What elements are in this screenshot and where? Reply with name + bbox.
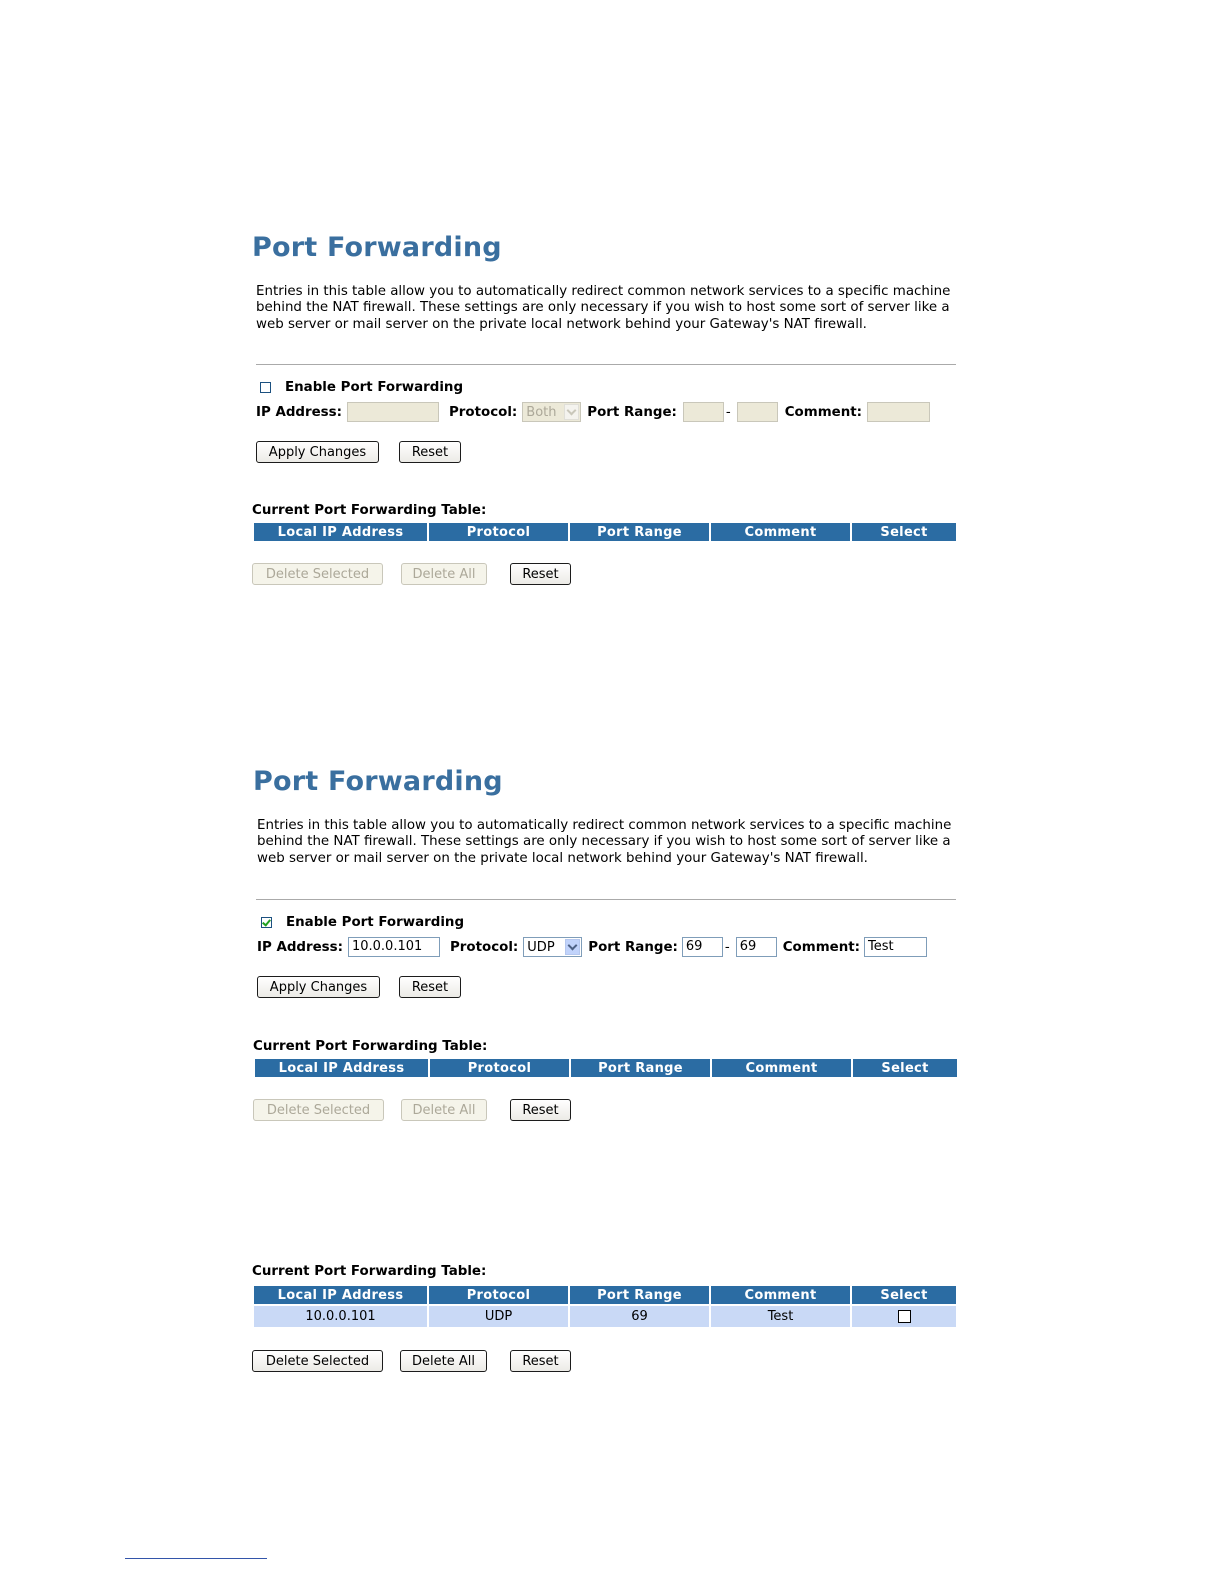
ip-address-label: IP Address: <box>256 404 342 420</box>
protocol-select[interactable] <box>522 402 581 422</box>
divider <box>256 899 956 900</box>
cell-select <box>852 1306 956 1327</box>
ip-address-label: IP Address: <box>257 939 343 955</box>
enable-port-forwarding-checkbox[interactable] <box>260 382 271 393</box>
protocol-select-value: UDP <box>527 939 555 955</box>
col-local-ip: Local IP Address <box>254 1286 427 1304</box>
apply-changes-button[interactable]: Apply Changes <box>256 441 379 463</box>
rule-form-row <box>256 402 930 422</box>
table-header <box>254 1286 956 1304</box>
enable-port-forwarding-label: Enable Port Forwarding <box>285 380 464 395</box>
col-protocol: Protocol <box>429 1286 568 1304</box>
table-header <box>255 1059 957 1077</box>
protocol-label: Protocol: <box>448 404 518 420</box>
page-title: Port Forwarding <box>253 766 503 797</box>
cell-comment: Test <box>711 1306 850 1327</box>
protocol-select[interactable] <box>523 937 582 957</box>
reset-button[interactable]: Reset <box>399 441 461 463</box>
col-protocol: Protocol <box>430 1059 569 1077</box>
port-range-to-input[interactable] <box>737 402 778 422</box>
ip-address-input[interactable] <box>347 402 439 422</box>
col-protocol: Protocol <box>429 523 568 541</box>
col-select: Select <box>852 1286 956 1304</box>
col-comment: Comment <box>712 1059 851 1077</box>
ip-address-input[interactable]: 10.0.0.101 <box>348 937 440 957</box>
col-local-ip: Local IP Address <box>254 523 427 541</box>
port-range-to-input[interactable]: 69 <box>736 937 777 957</box>
apply-changes-button[interactable]: Apply Changes <box>257 976 380 998</box>
enable-port-forwarding-checkbox[interactable] <box>261 917 272 928</box>
table-row <box>254 1306 956 1327</box>
port-range-label: Port Range: <box>587 404 677 420</box>
protocol-select-value: Both <box>526 404 557 420</box>
port-range-separator: - <box>724 939 730 955</box>
table-reset-button[interactable]: Reset <box>510 1350 571 1372</box>
delete-selected-button[interactable]: Delete Selected <box>252 1350 383 1372</box>
delete-all-button[interactable]: Delete All <box>401 563 487 585</box>
port-forwarding-panel-disabled <box>252 232 958 592</box>
delete-all-button[interactable]: Delete All <box>400 1350 487 1372</box>
comment-input[interactable]: Test <box>864 937 927 957</box>
chevron-down-icon <box>565 939 580 955</box>
delete-selected-button[interactable]: Delete Selected <box>252 563 383 585</box>
cell-protocol: UDP <box>429 1306 568 1327</box>
enable-row <box>256 380 463 395</box>
col-port-range: Port Range <box>570 523 709 541</box>
col-port-range: Port Range <box>570 1286 709 1304</box>
table-title: Current Port Forwarding Table: <box>252 503 487 518</box>
comment-label: Comment: <box>782 939 861 955</box>
port-range-from-input[interactable]: 69 <box>682 937 723 957</box>
delete-selected-button[interactable]: Delete Selected <box>253 1099 384 1121</box>
port-range-label: Port Range: <box>588 939 678 955</box>
table-title: Current Port Forwarding Table: <box>253 1039 488 1054</box>
rule-form-row <box>256 937 927 957</box>
cell-local-ip: 10.0.0.101 <box>254 1306 427 1327</box>
row-select-checkbox[interactable] <box>898 1310 911 1323</box>
table-header <box>254 523 956 541</box>
comment-input[interactable] <box>867 402 930 422</box>
page-description: Entries in this table allow you to automatically redirect common network services to a specific machine behind the NAT firewall. These settings are only necessary if you wish to host some sort of server like a web server or mail server on the private local network behind your Gateway's NAT firewall. <box>257 818 952 866</box>
col-select: Select <box>853 1059 957 1077</box>
cell-port-range: 69 <box>570 1306 709 1327</box>
port-forwarding-panel-enabled <box>252 766 958 1126</box>
enable-row <box>256 915 464 930</box>
reset-button[interactable]: Reset <box>399 976 461 998</box>
port-forwarding-table-with-entry <box>252 1264 958 1384</box>
port-range-from-input[interactable] <box>683 402 724 422</box>
comment-label: Comment: <box>784 404 863 420</box>
page-title: Port Forwarding <box>252 232 502 263</box>
table-reset-button[interactable]: Reset <box>510 1099 571 1121</box>
chevron-down-icon <box>564 404 579 420</box>
col-select: Select <box>852 523 956 541</box>
col-port-range: Port Range <box>571 1059 710 1077</box>
enable-port-forwarding-label: Enable Port Forwarding <box>286 915 465 930</box>
table-title: Current Port Forwarding Table: <box>252 1264 487 1279</box>
table-reset-button[interactable]: Reset <box>510 563 571 585</box>
port-range-separator: - <box>725 404 731 420</box>
page-description: Entries in this table allow you to automatically redirect common network services to a specific machine behind the NAT firewall. These settings are only necessary if you wish to host some sort of server like a web server or mail server on the private local network behind your Gateway's NAT firewall. <box>256 284 951 332</box>
col-comment: Comment <box>711 523 850 541</box>
delete-all-button[interactable]: Delete All <box>401 1099 487 1121</box>
protocol-label: Protocol: <box>449 939 519 955</box>
footnote-divider <box>125 1558 267 1559</box>
col-local-ip: Local IP Address <box>255 1059 428 1077</box>
col-comment: Comment <box>711 1286 850 1304</box>
divider <box>256 364 956 365</box>
